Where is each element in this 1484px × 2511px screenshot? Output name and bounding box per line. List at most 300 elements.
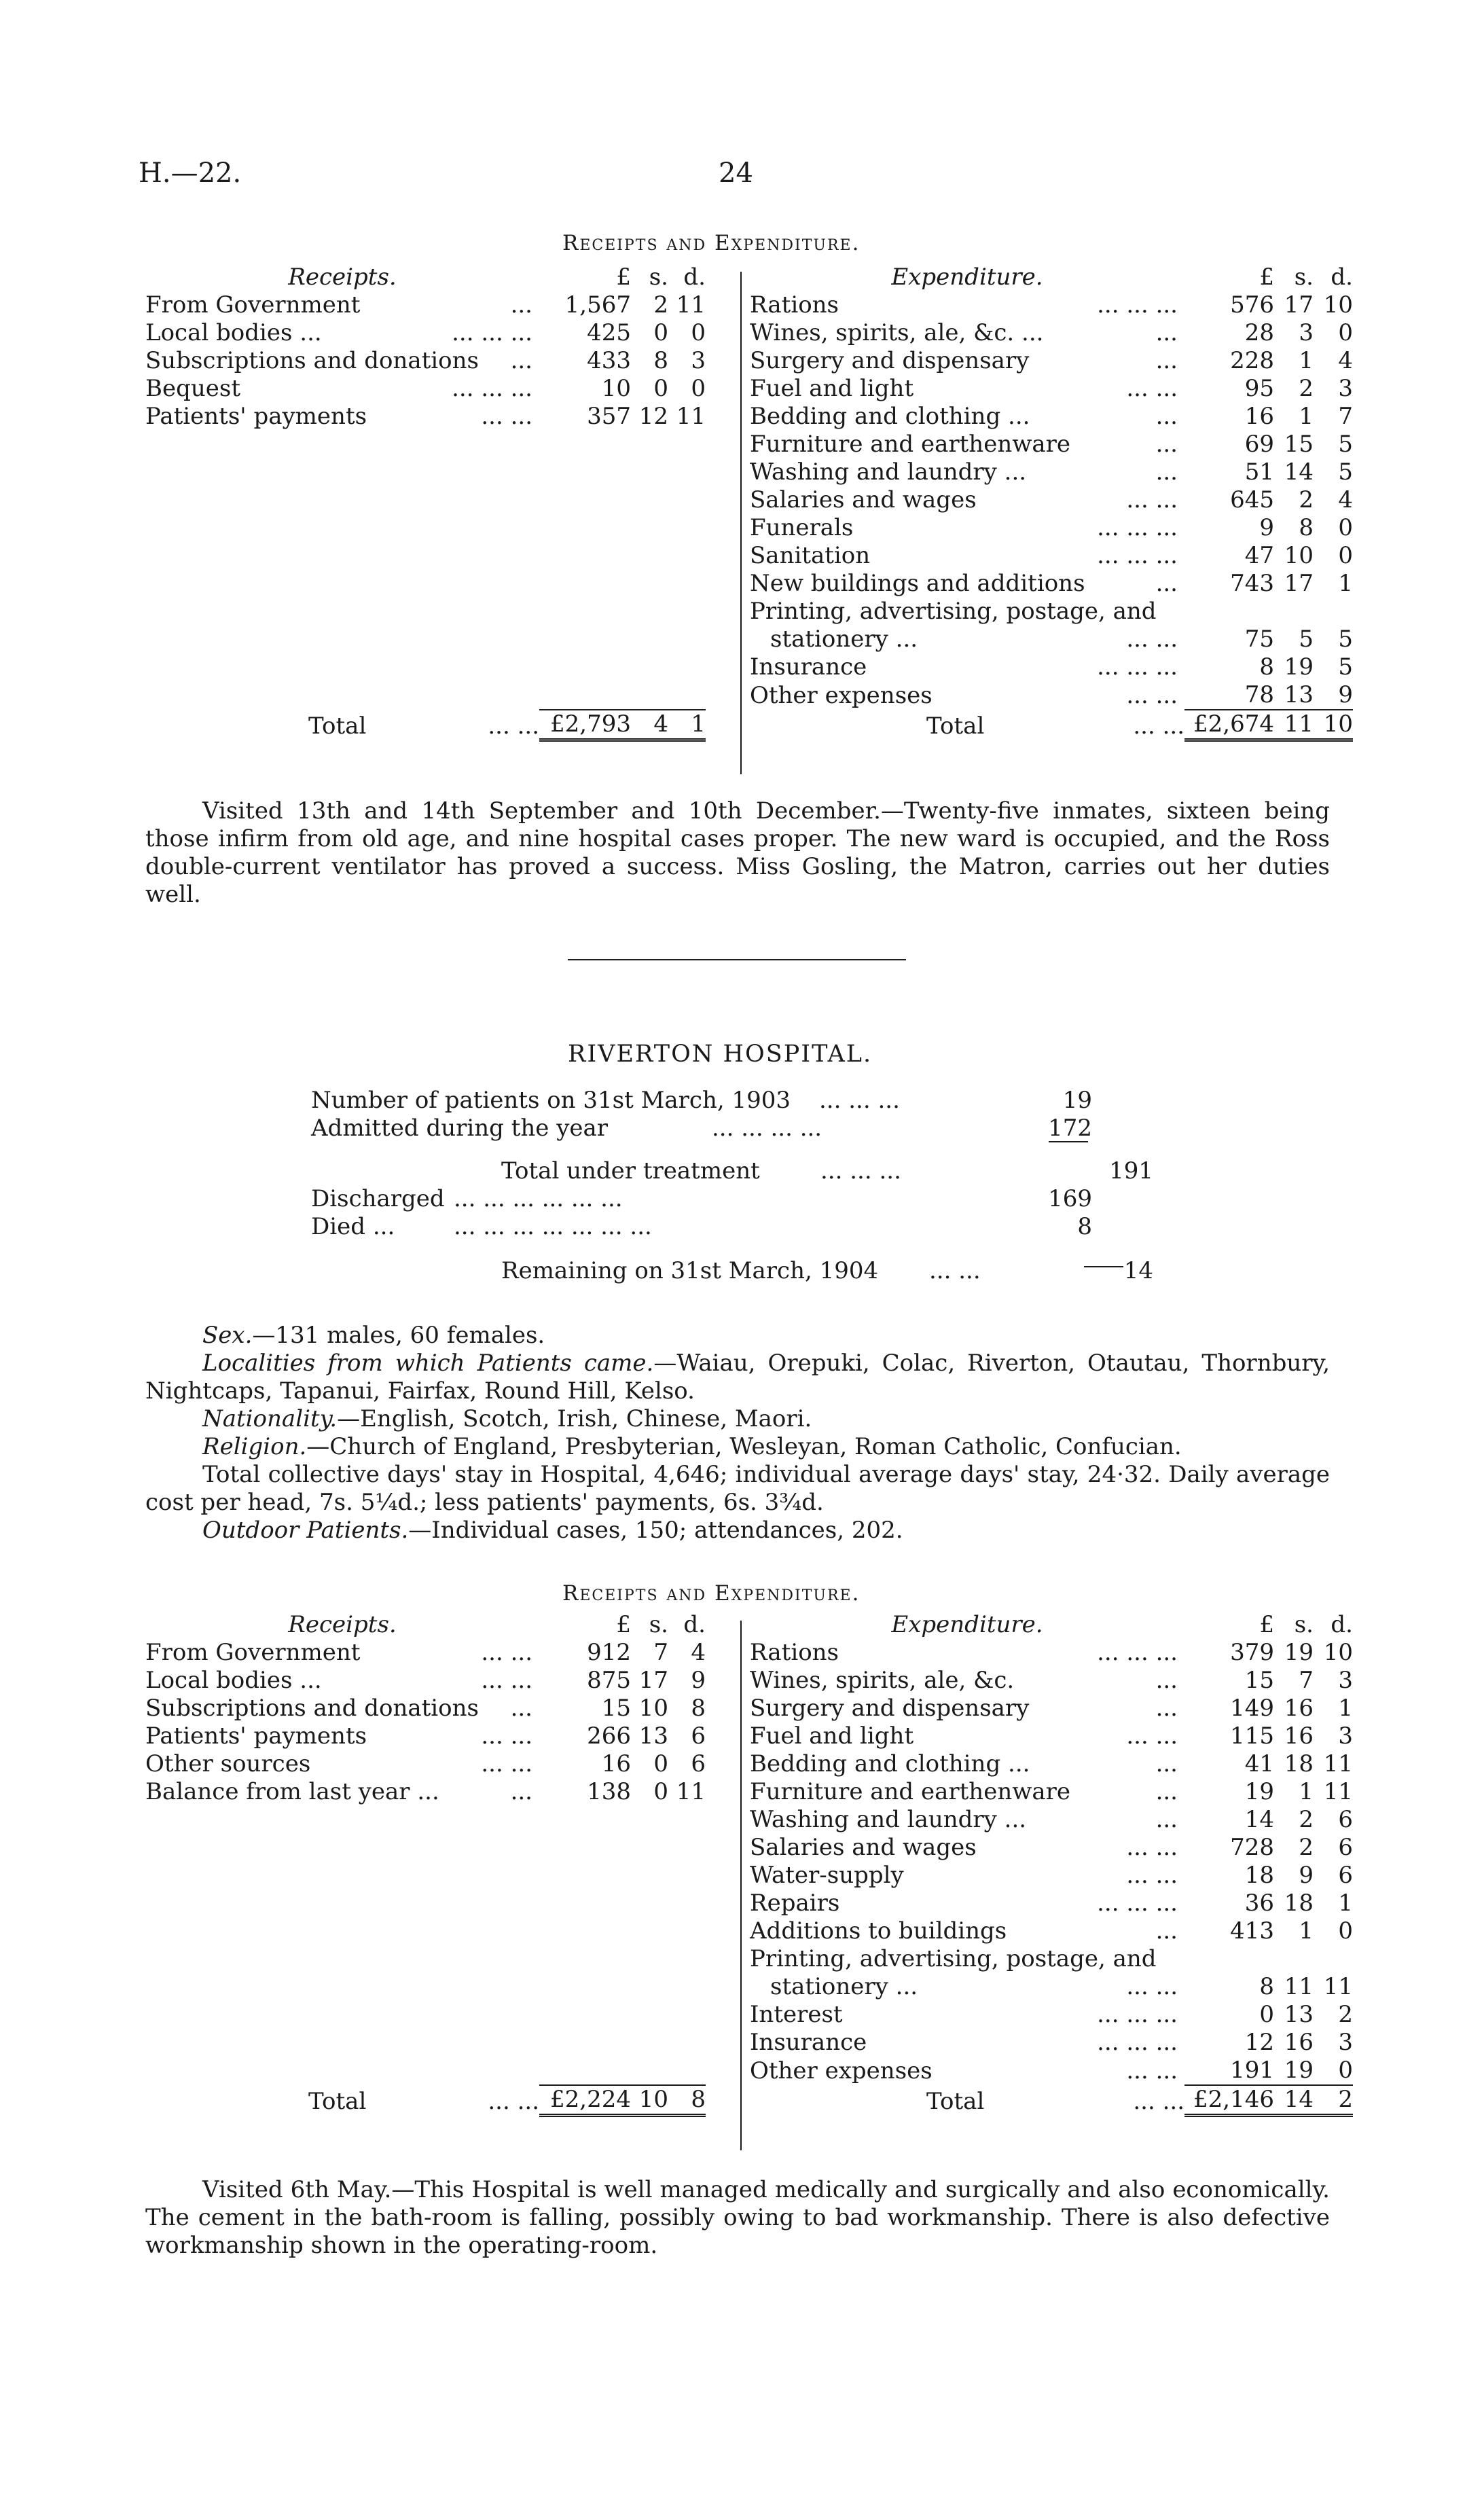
shillings-value: 16 — [1284, 1722, 1314, 1750]
pounds-header: £ — [616, 1611, 631, 1638]
expenditure-leader-dots: ... — [1155, 1917, 1178, 1945]
expenditure-label-cell — [750, 1890, 1184, 1917]
expenditure-label: Sanitation — [750, 542, 871, 569]
expenditure-leader-dots: ... — [1155, 570, 1178, 597]
expenditure-label-cell — [750, 626, 1184, 653]
shillings-value: 0 — [653, 1750, 668, 1777]
expenditure-total-row — [750, 2085, 1353, 2116]
stats-rule-2 — [1084, 1266, 1123, 1267]
receipts-total-shillings: 10 — [631, 2085, 668, 2116]
pounds-value: 8 — [1259, 1973, 1274, 2000]
pence-value: 6 — [1338, 1806, 1353, 1833]
pounds-header: £ — [1259, 264, 1274, 291]
expenditure-total-pence: 2 — [1314, 2085, 1353, 2116]
pence-value: 4 — [691, 1639, 706, 1666]
patients-start-label: Number of patients on 31st March, 1903 — [311, 1087, 791, 1114]
receipts-total-label: Total — [308, 712, 367, 740]
riverton-detail — [145, 1461, 1330, 1517]
shillings-value: 0 — [653, 375, 668, 402]
expenditure-label-cell — [750, 598, 1184, 626]
shillings-value: 0 — [653, 1778, 668, 1805]
expenditure-row — [750, 514, 1353, 542]
expenditure-label: Rations — [750, 291, 839, 319]
receipts-label-cell — [145, 291, 539, 319]
expenditure-row — [750, 347, 1353, 375]
pounds-value: 357 — [587, 403, 631, 430]
died-label: Died ... — [311, 1213, 395, 1240]
expenditure-label-cell — [750, 2029, 1184, 2057]
receipts-label: Local bodies ... — [145, 1667, 322, 1694]
shillings-value: 7 — [653, 1639, 668, 1666]
pence-value: 11 — [676, 291, 706, 319]
shillings-value: 10 — [1284, 542, 1314, 569]
expenditure-label: Fuel and light — [750, 375, 914, 402]
pence-value: 0 — [1338, 1917, 1353, 1945]
shillings-value: 2 — [653, 291, 668, 319]
expenditure-label: Fuel and light — [750, 1722, 914, 1750]
pounds-value: 75 — [1244, 626, 1274, 653]
pounds-value: 379 — [1230, 1639, 1274, 1666]
shillings-header: s. — [1294, 264, 1314, 291]
receipts-label: Balance from last year ... — [145, 1778, 439, 1805]
expenditure-label-cell — [750, 291, 1184, 319]
expenditure-row — [750, 1834, 1353, 1862]
expenditure-label-cell — [750, 375, 1184, 403]
pounds-value: 228 — [1230, 347, 1274, 374]
receipts-total-row — [145, 2085, 706, 2116]
expenditure-title: Expenditure. — [891, 1611, 1043, 1638]
pounds-value: 69 — [1244, 431, 1274, 458]
pounds-value: 19 — [1244, 1778, 1274, 1805]
pounds-value: 645 — [1230, 486, 1274, 513]
receipts-leader-dots: ... ... ... — [452, 375, 532, 402]
expenditure-row — [750, 458, 1353, 486]
expenditure-row — [750, 319, 1353, 347]
shillings-value: 13 — [1284, 2001, 1314, 2028]
pounds-value: 115 — [1230, 1722, 1274, 1750]
pounds-value: 15 — [601, 1695, 631, 1722]
pence-header: d. — [1331, 264, 1353, 291]
total-treatment-label: Total under treatment — [501, 1157, 760, 1185]
expenditure-leader-dots: ... ... — [1126, 1722, 1178, 1750]
expenditure-leader-dots: ... — [1155, 319, 1178, 346]
expenditure-leader-dots: ... ... ... — [1097, 1890, 1178, 1917]
expenditure-label-cell — [750, 570, 1184, 598]
pence-header: d. — [683, 264, 706, 291]
expenditure-row — [750, 1890, 1353, 1917]
expenditure-leader-dots: ... — [1155, 458, 1178, 486]
receipts-label-cell — [145, 375, 539, 403]
receipts-label-cell — [145, 1695, 539, 1722]
expenditure-label: Repairs — [750, 1890, 840, 1917]
pounds-value — [1184, 598, 1274, 626]
receipts-row — [145, 1667, 706, 1695]
shillings-value: 7 — [1299, 1667, 1314, 1694]
expenditure-leader-dots: ... ... — [1126, 1834, 1178, 1861]
expenditure-label: Insurance — [750, 653, 867, 681]
pounds-value: 9 — [1259, 514, 1274, 541]
detail-key: Religion. — [202, 1433, 307, 1460]
expenditure-row — [750, 1806, 1353, 1834]
receipts-label-cell — [145, 1667, 539, 1695]
receipts-row — [145, 1750, 706, 1778]
pence-value: 4 — [1338, 347, 1353, 374]
expenditure-label: Rations — [750, 1639, 839, 1666]
pence-value: 1 — [1338, 1890, 1353, 1917]
expenditure-leader-dots: ... ... — [1126, 626, 1178, 653]
shillings-value: 10 — [638, 1695, 668, 1722]
shillings-value: 8 — [1299, 514, 1314, 541]
expenditure-label: Wines, spirits, ale, &c. — [750, 1667, 1015, 1694]
expenditure-leader-dots: ... — [1155, 1806, 1178, 1833]
shillings-value: 2 — [1299, 1806, 1314, 1833]
expenditure-leader-dots: ... ... — [1126, 1973, 1178, 2000]
expenditure-total-pence: 10 — [1314, 710, 1353, 740]
expenditure-leader-dots: ... ... ... — [1097, 1639, 1178, 1666]
receipts-label: Subscriptions and donations — [145, 1695, 479, 1722]
expenditure-label: Surgery and dispensary — [750, 1695, 1030, 1722]
expenditure-label-cell — [750, 1778, 1184, 1806]
pence-value: 3 — [1338, 2029, 1353, 2056]
expenditure-row — [750, 1778, 1353, 1806]
pence-value: 3 — [1338, 375, 1353, 402]
remaining-dots: ... ... — [929, 1257, 981, 1284]
expenditure-label-cell — [750, 403, 1184, 431]
pence-value: 9 — [691, 1667, 706, 1694]
shillings-value: 14 — [1284, 458, 1314, 486]
expenditure-total-row — [750, 710, 1353, 740]
shillings-value: 18 — [1284, 1750, 1314, 1777]
pence-value: 6 — [691, 1722, 706, 1750]
receipts-total-pence: 1 — [668, 710, 706, 740]
receipts-label: From Government — [145, 291, 361, 319]
expenditure-leader-dots: ... ... — [1126, 1862, 1178, 1889]
shillings-value — [1274, 598, 1314, 626]
pounds-value: 36 — [1244, 1890, 1274, 1917]
pence-value: 0 — [1338, 514, 1353, 541]
receipts-label-cell — [145, 1750, 539, 1778]
receipts-label-cell — [145, 403, 539, 431]
expenditure-label: Washing and laundry ... — [750, 458, 1027, 486]
pence-value — [1314, 1945, 1353, 1973]
riverton-title: RIVERTON HOSPITAL. — [568, 1041, 873, 1068]
shillings-value: 13 — [1284, 681, 1314, 708]
receipts-row — [145, 1722, 706, 1750]
shillings-value: 18 — [1284, 1890, 1314, 1917]
pounds-value: 576 — [1230, 291, 1274, 319]
expenditure-label-cell — [750, 1695, 1184, 1722]
expenditure-label: Funerals — [750, 514, 854, 541]
pence-value: 6 — [1338, 1862, 1353, 1889]
expenditure-row — [750, 2001, 1353, 2029]
shillings-value: 13 — [638, 1722, 668, 1750]
expenditure-row — [750, 291, 1353, 319]
expenditure-leader-dots: ... ... ... — [1097, 2029, 1178, 2056]
riverton-detail — [145, 1350, 1330, 1405]
expenditure-label: Washing and laundry ... — [750, 1806, 1027, 1833]
shillings-value: 2 — [1299, 1834, 1314, 1861]
section1-remarks — [145, 797, 1330, 909]
receipts-leader-dots: ... ... — [481, 403, 532, 430]
detail-text: —Waiau, Orepuki, Colac, Riverton, Otautau, Thornbury, Nightcaps, Tapanui, Fairfax, Round Hill, Kelso. — [145, 1350, 1331, 1405]
expenditure-label: Bedding and clothing ... — [750, 1750, 1030, 1777]
shillings-value: 1 — [1299, 403, 1314, 430]
expenditure-label: Interest — [750, 2001, 843, 2028]
expenditure-total-label: Total — [926, 2087, 985, 2115]
receipts-row — [145, 347, 706, 375]
pounds-value: 28 — [1244, 319, 1274, 346]
expenditure-row — [750, 1862, 1353, 1890]
expenditure-label: Wines, spirits, ale, &c. ... — [750, 319, 1044, 346]
expenditure-label: New buildings and additions — [750, 570, 1085, 597]
detail-text: —English, Scotch, Irish, Chinese, Maori. — [337, 1405, 812, 1432]
detail-key: Sex. — [202, 1322, 253, 1349]
detail-key: Nationality. — [202, 1405, 338, 1432]
section2-heading: Receipts and Expenditure. — [562, 1581, 861, 1606]
stats-rule-1 — [1049, 1141, 1088, 1142]
expenditure-label: Water-supply — [750, 1862, 904, 1889]
receipts-title: Receipts. — [288, 264, 397, 291]
shillings-value — [1274, 1945, 1314, 1973]
receipts-label: Other sources — [145, 1750, 311, 1777]
pounds-value: 743 — [1230, 570, 1274, 597]
expenditure-label: stationery ... — [770, 626, 918, 653]
expenditure-row — [750, 2029, 1353, 2057]
document-reference: H.—22. — [139, 158, 242, 189]
expenditure-label-cell — [750, 2001, 1184, 2029]
expenditure-label: Other expenses — [750, 682, 933, 709]
pounds-value: 433 — [587, 347, 631, 374]
pence-value: 0 — [1338, 2057, 1353, 2084]
expenditure-label-cell — [750, 1917, 1184, 1945]
pounds-value: 266 — [587, 1722, 631, 1750]
expenditure-label-cell — [750, 1722, 1184, 1750]
expenditure-label: Furniture and earthenware — [750, 431, 1070, 458]
pounds-value: 95 — [1244, 375, 1274, 402]
pence-value: 11 — [676, 1778, 706, 1805]
pounds-value: 18 — [1244, 1862, 1274, 1889]
expenditure-label-cell — [750, 542, 1184, 570]
expenditure-label: Surgery and dispensary — [750, 347, 1030, 374]
pounds-value — [1184, 1945, 1274, 1973]
riverton-detail — [145, 1517, 1330, 1544]
expenditure-leader-dots: ... ... — [1126, 375, 1178, 402]
admitted-label: Admitted during the year — [311, 1115, 609, 1142]
shillings-value: 8 — [653, 347, 668, 374]
section2-expenditure-table — [750, 1611, 1353, 2117]
expenditure-total-pounds: £2,674 — [1184, 710, 1274, 740]
expenditure-row — [750, 403, 1353, 431]
expenditure-row — [750, 626, 1353, 653]
expenditure-label: Salaries and wages — [750, 1834, 977, 1861]
expenditure-row — [750, 1973, 1353, 2001]
receipts-leader-dots: ... ... ... — [452, 319, 532, 346]
expenditure-label-cell — [750, 653, 1184, 681]
expenditure-leader-dots: ... — [1155, 1750, 1178, 1777]
pence-value — [1314, 598, 1353, 626]
section1-heading: Receipts and Expenditure. — [562, 231, 861, 255]
receipts-row — [145, 291, 706, 319]
page-number: 24 — [719, 158, 753, 189]
expenditure-row — [750, 542, 1353, 570]
expenditure-row — [750, 431, 1353, 458]
expenditure-label-cell — [750, 514, 1184, 542]
receipts-label: Subscriptions and donations — [145, 347, 479, 374]
section1-column-rule — [740, 272, 742, 774]
section2-remarks-text: Visited 6th May.—This Hospital is well managed medically and surgically and also economically. The cement in the bath-room is falling, possibly owing to bad workmanship. There is also defective workmanship shown in the operating-room. — [145, 2176, 1330, 2259]
riverton-stats — [311, 1087, 1194, 1285]
expenditure-leader-dots: ... ... ... — [1097, 653, 1178, 681]
expenditure-row — [750, 570, 1353, 598]
shillings-value: 19 — [1284, 653, 1314, 681]
receipts-total-label-cell — [145, 710, 539, 740]
receipts-title: Receipts. — [288, 1611, 397, 1638]
expenditure-row — [750, 1917, 1353, 1945]
receipts-total-label: Total — [308, 2087, 367, 2115]
pounds-value: 16 — [1244, 403, 1274, 430]
shillings-header: s. — [649, 264, 668, 291]
expenditure-row — [750, 2057, 1353, 2085]
pence-value: 1 — [1338, 1695, 1353, 1722]
receipts-total-shillings: 4 — [631, 710, 668, 740]
expenditure-label-cell — [750, 347, 1184, 375]
expenditure-label: Furniture and earthenware — [750, 1778, 1070, 1805]
expenditure-label-cell — [750, 1806, 1184, 1834]
section2-receipts-table — [145, 1611, 706, 2117]
expenditure-label-cell — [750, 1750, 1184, 1778]
pounds-value: 425 — [587, 319, 631, 346]
expenditure-leader-dots: ... ... — [1126, 682, 1178, 709]
expenditure-label-cell — [750, 431, 1184, 458]
pounds-header: £ — [1259, 1611, 1274, 1638]
expenditure-row — [750, 598, 1353, 626]
expenditure-total-dots: ... ... — [1133, 2087, 1184, 2115]
pence-value: 7 — [1338, 403, 1353, 430]
receipts-row — [145, 403, 706, 431]
pounds-value: 138 — [587, 1778, 631, 1805]
patients-start-dots: ... ... ... — [819, 1087, 900, 1114]
shillings-header: s. — [1294, 1611, 1314, 1638]
pence-value: 9 — [1338, 681, 1353, 708]
pence-value: 3 — [691, 347, 706, 374]
pounds-value: 41 — [1244, 1750, 1274, 1777]
expenditure-leader-dots: ... — [1155, 403, 1178, 430]
receipts-label-cell — [145, 319, 539, 347]
expenditure-total-label-cell — [750, 710, 1184, 740]
shillings-value: 15 — [1284, 431, 1314, 458]
section1-receipts-table — [145, 264, 706, 742]
pounds-value: 78 — [1244, 681, 1274, 708]
receipts-label: Bequest — [145, 375, 241, 402]
shillings-header: s. — [649, 1611, 668, 1638]
detail-key: Localities from which Patients came. — [202, 1350, 654, 1377]
detail-key: Outdoor Patients. — [202, 1517, 409, 1544]
receipts-total-dots: ... ... — [488, 2087, 539, 2115]
remaining-label: Remaining on 31st March, 1904 — [501, 1257, 879, 1284]
pence-value: 6 — [691, 1750, 706, 1777]
receipts-leader-dots: ... — [510, 1695, 532, 1722]
pence-value: 0 — [1338, 542, 1353, 569]
receipts-total-label-cell — [145, 2085, 539, 2116]
expenditure-label: Salaries and wages — [750, 486, 977, 513]
pounds-value: 12 — [1244, 2029, 1274, 2056]
shillings-value: 0 — [653, 319, 668, 346]
remaining-value: 14 — [1123, 1257, 1153, 1284]
section2-column-rule — [740, 1621, 742, 2150]
shillings-value: 2 — [1299, 486, 1314, 513]
expenditure-leader-dots: ... ... — [1126, 2057, 1178, 2084]
pence-value: 11 — [1323, 1973, 1353, 2000]
expenditure-row — [750, 681, 1353, 710]
receipts-label: From Government — [145, 1639, 361, 1666]
expenditure-total-label-cell — [750, 2085, 1184, 2116]
expenditure-leader-dots: ... ... ... — [1097, 2001, 1178, 2028]
expenditure-leader-dots: ... ... ... — [1097, 514, 1178, 541]
receipts-total-pounds: £2,793 — [539, 710, 631, 740]
shillings-value: 11 — [1284, 1973, 1314, 2000]
expenditure-total-shillings: 11 — [1274, 710, 1314, 740]
pounds-value: 149 — [1230, 1695, 1274, 1722]
expenditure-label-cell — [750, 1973, 1184, 2001]
pounds-value: 47 — [1244, 542, 1274, 569]
expenditure-total-label: Total — [926, 712, 985, 740]
riverton-detail — [145, 1433, 1330, 1461]
receipts-row — [145, 1639, 706, 1667]
pence-value: 0 — [691, 319, 706, 346]
shillings-value: 17 — [1284, 570, 1314, 597]
expenditure-row — [750, 653, 1353, 681]
receipts-label-cell — [145, 347, 539, 375]
pence-value: 4 — [1338, 486, 1353, 513]
shillings-value: 1 — [1299, 1778, 1314, 1805]
expenditure-label-cell — [750, 1834, 1184, 1862]
pence-value: 5 — [1338, 458, 1353, 486]
detail-text: —Church of England, Presbyterian, Wesleyan, Roman Catholic, Confucian. — [306, 1433, 1182, 1460]
expenditure-label-cell — [750, 458, 1184, 486]
expenditure-leader-dots: ... — [1155, 431, 1178, 458]
died-value: 8 — [1077, 1213, 1092, 1240]
pounds-value: 875 — [587, 1667, 631, 1694]
expenditure-label: Insurance — [750, 2029, 867, 2056]
shillings-value: 1 — [1299, 1917, 1314, 1945]
pence-value: 5 — [1338, 653, 1353, 681]
expenditure-row — [750, 1695, 1353, 1722]
expenditure-label-cell — [750, 1639, 1184, 1667]
shillings-value: 1 — [1299, 347, 1314, 374]
shillings-value: 16 — [1284, 1695, 1314, 1722]
expenditure-leader-dots: ... ... ... — [1097, 542, 1178, 569]
pounds-value: 51 — [1244, 458, 1274, 486]
expenditure-row — [750, 1945, 1353, 1973]
expenditure-label-cell — [750, 1862, 1184, 1890]
expenditure-row — [750, 486, 1353, 514]
receipts-row — [145, 1778, 706, 1806]
receipts-row — [145, 1695, 706, 1722]
receipts-leader-dots: ... — [510, 291, 532, 319]
pounds-value: 728 — [1230, 1834, 1274, 1861]
expenditure-label-cell — [750, 681, 1184, 710]
detail-text: Total collective days' stay in Hospital, 4,646; individual average days' stay, 24·32. Daily average cost per head, 7s. 5¼d.; less patients' payments, 6s. 3¾d. — [145, 1461, 1330, 1516]
expenditure-title: Expenditure. — [891, 264, 1043, 291]
pence-value: 11 — [676, 403, 706, 430]
receipts-label: Patients' payments — [145, 403, 367, 430]
receipts-total-dots: ... ... — [488, 712, 539, 740]
shillings-value: 19 — [1284, 1639, 1314, 1666]
expenditure-leader-dots: ... ... ... — [1097, 291, 1178, 319]
pounds-value: 191 — [1230, 2057, 1274, 2084]
discharged-value: 169 — [1048, 1185, 1092, 1212]
pence-value: 2 — [1338, 2001, 1353, 2028]
